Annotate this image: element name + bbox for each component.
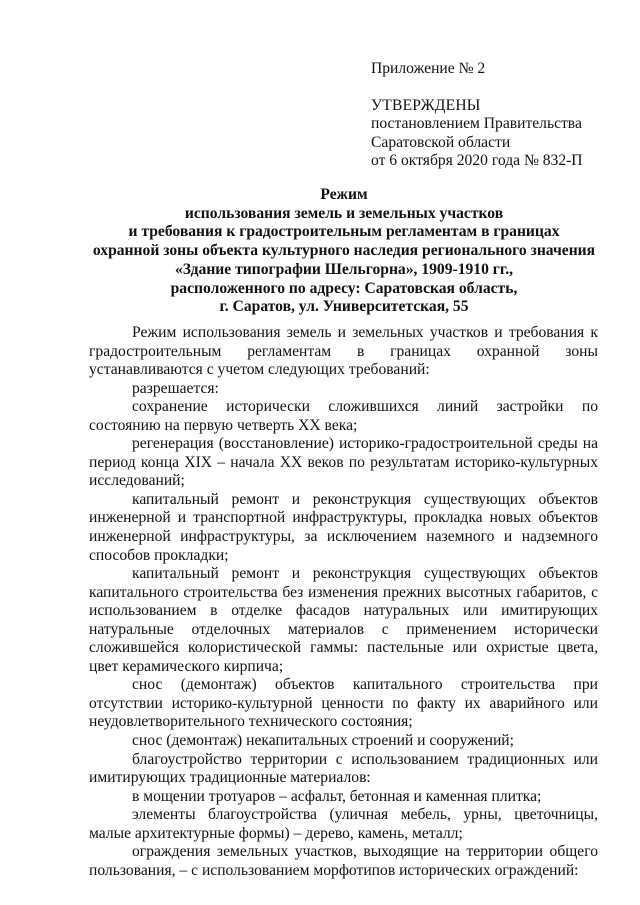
title-line: Режим xyxy=(320,186,368,203)
title-line: использования земель и земельных участков xyxy=(184,204,504,222)
body-paragraph: снос (демонтаж) некапитальных строений и сооружений; xyxy=(132,732,514,750)
title-line: и требования к градостроительным регламентам в границах xyxy=(128,223,560,241)
body-paragraph: в мощении тротуаров – асфальт, бетонная и каменная плитка; xyxy=(132,787,542,805)
title-line: г. Саратов, ул. Университетская, 55 xyxy=(219,298,469,316)
body-paragraph: разрешается: xyxy=(132,379,219,397)
body-paragraph: ограждения земельных участков, выходящие на территории общего пользования, – с использованием морфотипов исторических ограждений: xyxy=(89,843,598,879)
body-paragraph: Режим использования земель и земельных участков и требования к градостроительным регламентам в границах охранной зоны устанавливаются с учетом следующих требований: xyxy=(89,324,598,379)
title-line: охранной зоны объекта культурного наследия регионального значения xyxy=(92,242,596,260)
approval-line: постановлением Правительства xyxy=(371,115,582,133)
body-paragraph: регенерация (восстановление) историко-градостроительной среды на период конца XIX – начала XX веков по результатам историко-культурных исследований; xyxy=(89,435,598,490)
body-paragraph: сохранение исторически сложившихся линий застройки по состоянию на первую четверть XX века; xyxy=(89,398,598,434)
body-paragraph: элементы благоустройства (уличная мебель, урны, цветочницы, малые архитектурные формы) – дерево, камень, металл; xyxy=(89,806,598,842)
appendix-number: Приложение № 2 xyxy=(371,60,486,77)
approval-line: Саратовской области xyxy=(371,133,511,151)
body-paragraph: капитальный ремонт и реконструкция существующих объектов капитального строительства без изменения прежних высотных габаритов, с использованием в отделке фасадов натуральных или имитирующих натуральные отделочных материалов с применением исторически сложившейся колористической гаммы: пастельные или охристые цвета, цвет керамического кирпича; xyxy=(89,565,598,675)
title-line: «Здание типографии Шельгорна», 1909-1910 гг., xyxy=(175,260,513,278)
body-paragraph: капитальный ремонт и реконструкция существующих объектов инженерной и транспортной инфраструктуры, прокладка новых объектов инженерной инфраструктуры, за исключением наземного и надземного способов прокладки; xyxy=(89,490,598,564)
approved-heading: УТВЕРЖДЕНЫ xyxy=(371,96,481,114)
approval-line: от 6 октября 2020 года № 832-П xyxy=(371,152,583,170)
title-line: расположенного по адресу: Саратовская область, xyxy=(170,279,518,297)
document-title xyxy=(90,186,598,317)
document-body xyxy=(89,324,598,880)
body-paragraph: благоустройство территории с использованием традиционных или имитирующих традиционные материалов: xyxy=(89,750,598,787)
approval-block xyxy=(371,60,621,171)
body-paragraph: снос (демонтаж) объектов капитального строительства при отсутствии историко-культурной ценности по факту их аварийного или неудовлетворительного технического состояния; xyxy=(89,676,598,731)
